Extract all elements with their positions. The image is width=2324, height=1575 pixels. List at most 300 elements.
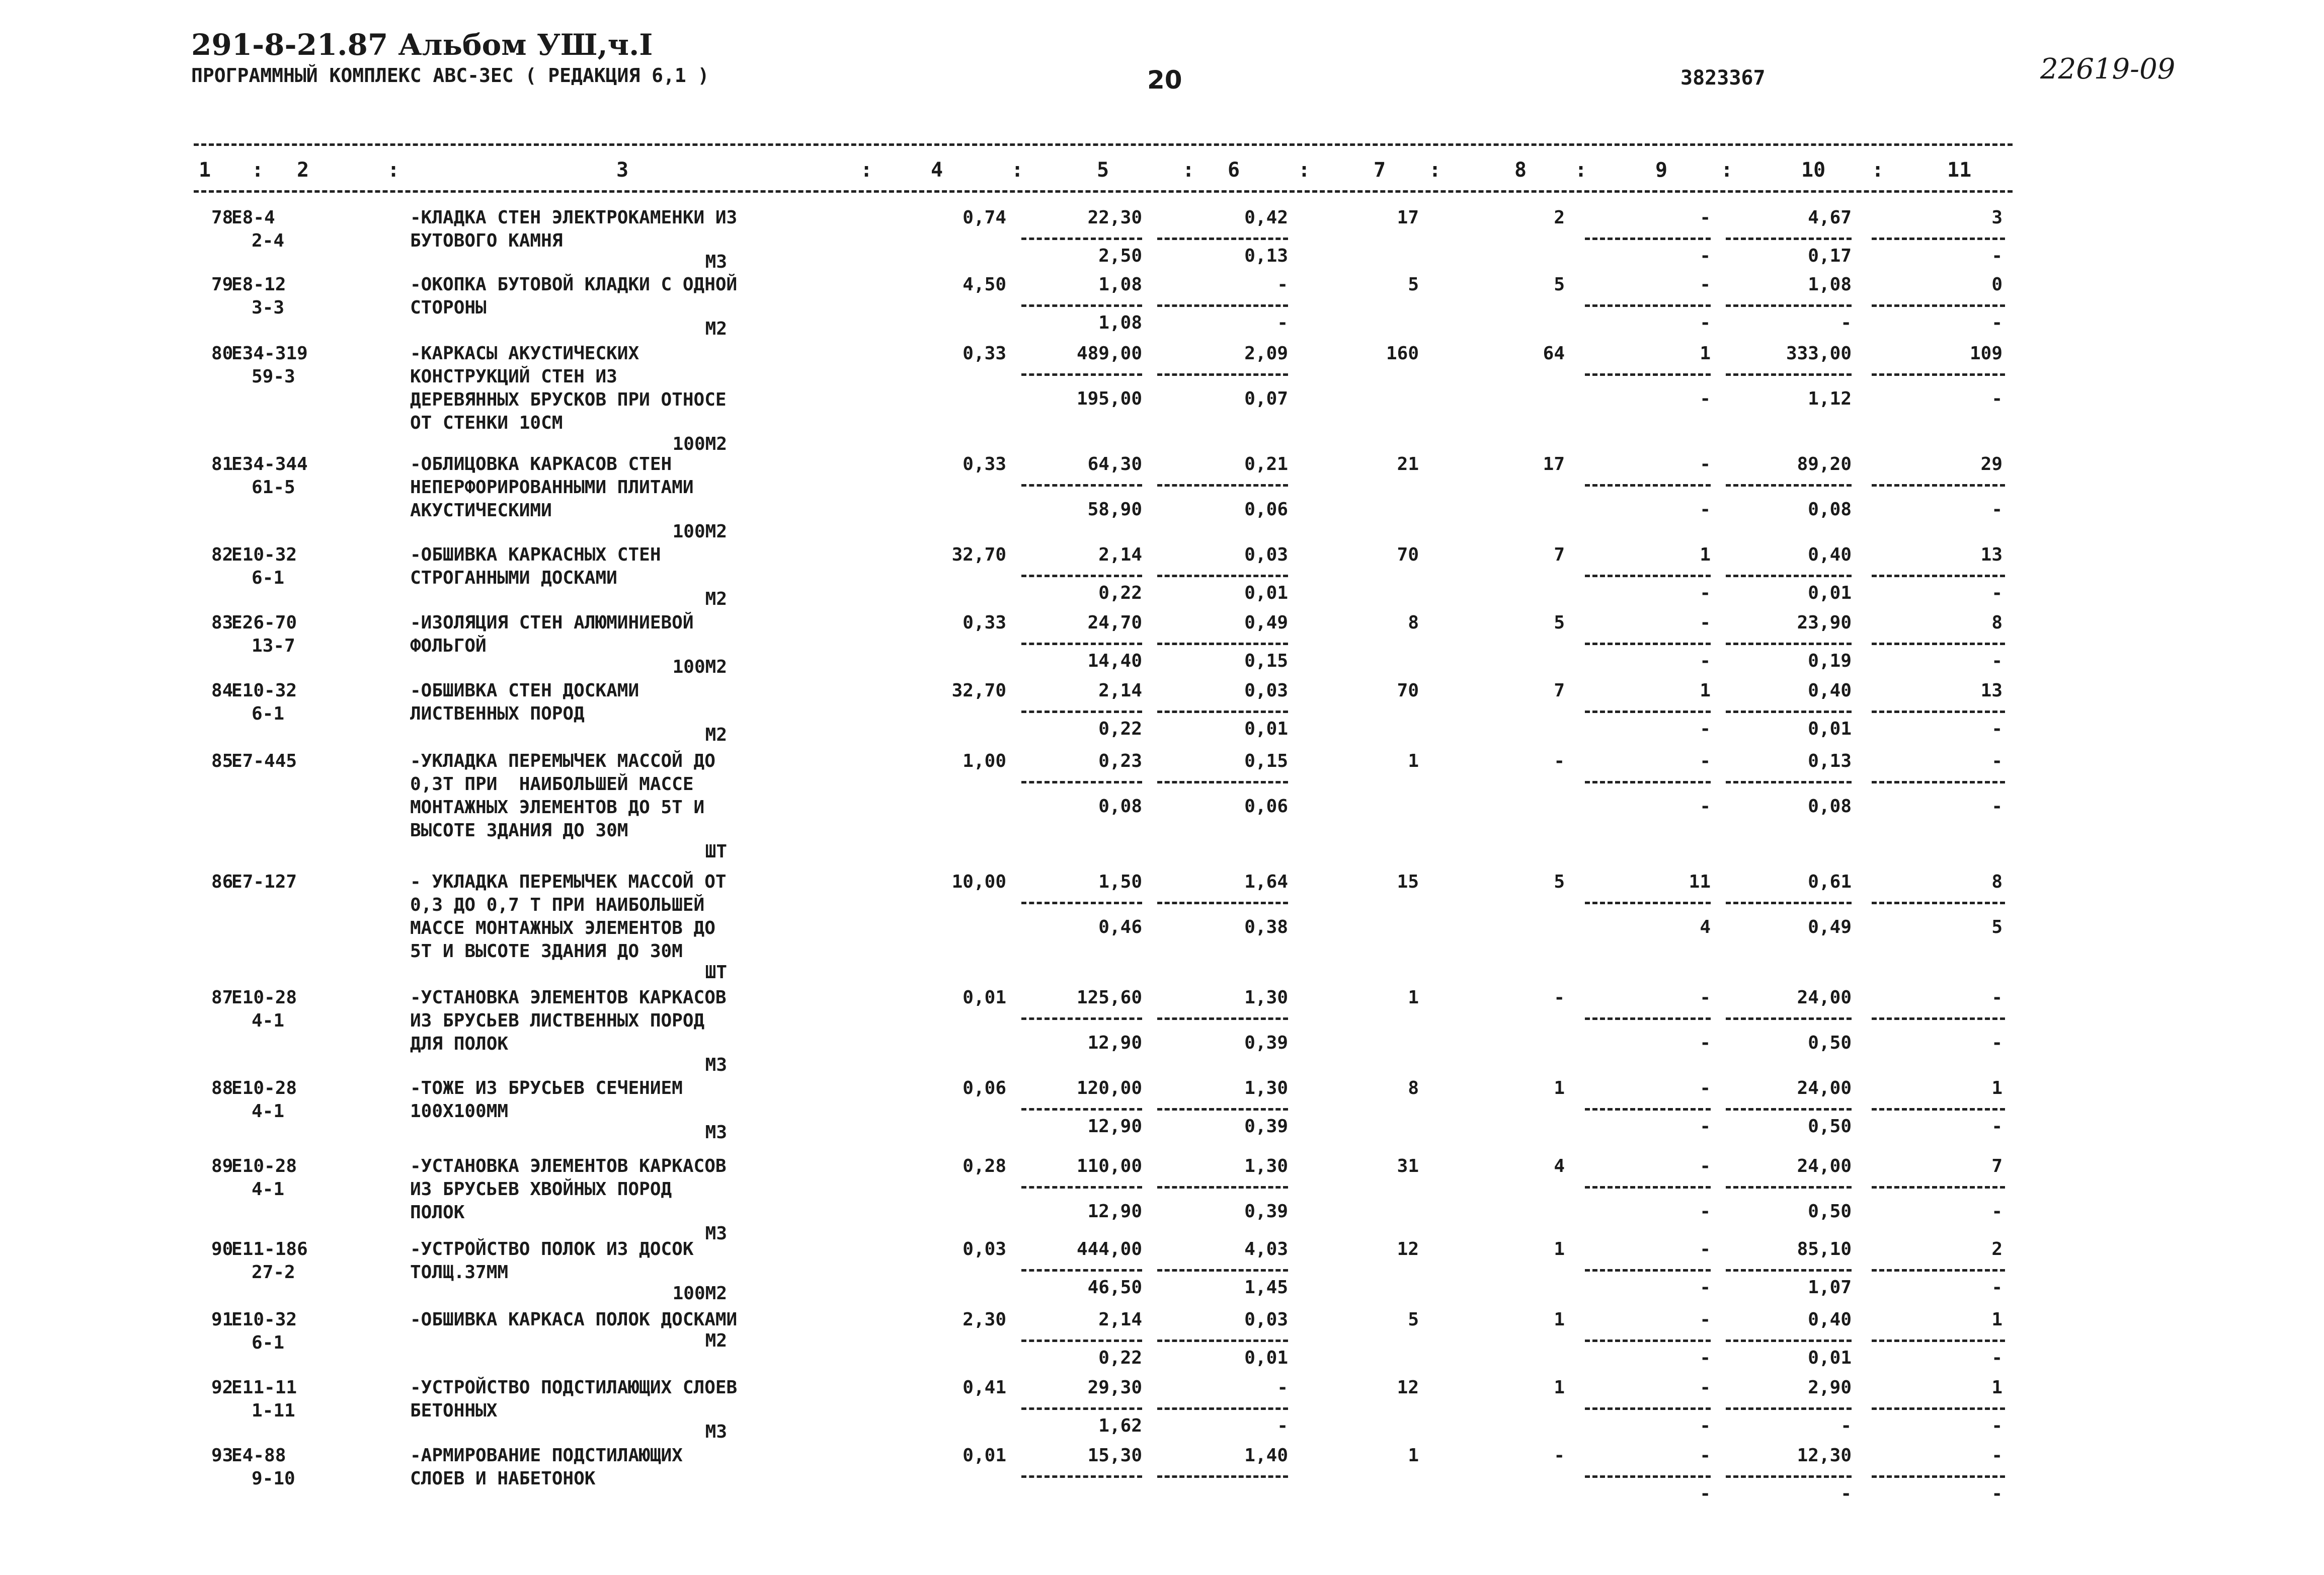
value-c5: 0,23 — [1098, 751, 1142, 771]
subvalue-s11: 5 — [1991, 917, 2002, 937]
value-c5: 444,00 — [1076, 1239, 1142, 1259]
row-number: 80 — [211, 343, 233, 364]
column-header-4: 4 — [931, 159, 943, 182]
subtotal-separator — [1872, 711, 2005, 713]
subvalue-s10: 0,01 — [1808, 719, 1852, 739]
subtotal-separator — [1157, 711, 1288, 713]
subvalue-s10: 0,50 — [1808, 1201, 1852, 1222]
subvalue-s9: - — [1700, 1033, 1711, 1053]
value-c11: 13 — [1980, 680, 2002, 701]
subtotal-separator — [1726, 902, 1852, 904]
subvalue-s10: 0,19 — [1808, 651, 1852, 671]
value-c8: 4 — [1554, 1156, 1565, 1176]
value-c4: 2,30 — [963, 1309, 1006, 1330]
column-header-2: 2 — [297, 159, 309, 182]
value-c11: 13 — [1980, 544, 2002, 565]
value-c8: - — [1554, 987, 1565, 1008]
subvalue-s11: - — [1991, 583, 2002, 603]
value-c6: 1,30 — [1244, 1078, 1288, 1098]
column-separator: : — [387, 159, 400, 182]
subvalue-s6: - — [1277, 312, 1288, 333]
value-c10: 24,00 — [1797, 1156, 1852, 1176]
column-header-11: 11 — [1947, 159, 1972, 182]
subtotal-separator — [1021, 484, 1142, 487]
subtotal-separator — [1872, 902, 2005, 904]
subtotal-separator — [1872, 484, 2005, 487]
value-c4: 0,33 — [963, 612, 1006, 633]
row-number: 93 — [211, 1445, 233, 1466]
subvalue-s10: 0,17 — [1808, 246, 1852, 266]
subvalue-s11: - — [1991, 1483, 2002, 1504]
subtotal-separator — [1872, 238, 2005, 240]
value-c5: 22,30 — [1087, 207, 1142, 228]
unit-of-measure: М3 — [705, 1122, 727, 1143]
norm-code: Е4-88 — [231, 1445, 286, 1466]
subvalue-s5: 0,08 — [1098, 796, 1142, 817]
value-c6: 1,30 — [1244, 1156, 1288, 1176]
subvalue-s5: 2,50 — [1098, 246, 1142, 266]
value-c9: - — [1700, 612, 1711, 633]
subtotal-separator — [1872, 575, 2005, 577]
norm-code: Е7-127 — [231, 872, 297, 892]
value-c5: 1,08 — [1098, 274, 1142, 295]
subtotal-separator — [1726, 1186, 1852, 1189]
subtotal-separator — [1726, 1108, 1852, 1111]
norm-code: Е10-32 — [231, 680, 297, 701]
subtotal-separator — [1021, 1017, 1142, 1020]
value-c6: - — [1277, 1377, 1288, 1398]
subtotal-separator — [1157, 373, 1288, 376]
row-number: 85 — [211, 751, 233, 771]
value-c11: 109 — [1969, 343, 2002, 364]
subtotal-separator — [1157, 1186, 1288, 1189]
subvalue-s9: - — [1700, 312, 1711, 333]
value-c8: 64 — [1543, 343, 1565, 364]
value-c8: 7 — [1554, 680, 1565, 701]
work-description: -КАРКАСЫ АКУСТИЧЕСКИХ КОНСТРУКЦИЙ СТЕН ИЗ ДЕРЕВЯННЫХ БРУСКОВ ПРИ ОТНОСЕ ОТ СТЕНКИ 10СМ — [410, 343, 727, 433]
column-separator: : — [1575, 159, 1587, 182]
value-c5: 29,30 — [1087, 1377, 1142, 1398]
row-number: 81 — [211, 454, 233, 475]
unit-of-measure: М3 — [705, 1055, 727, 1075]
norm-code: Е34-319 — [231, 343, 308, 364]
value-c9: - — [1700, 454, 1711, 475]
subvalue-s10: 0,08 — [1808, 499, 1852, 520]
subvalue-s5: 12,90 — [1087, 1201, 1142, 1222]
norm-subcode: 1-11 — [252, 1400, 295, 1421]
row-number: 78 — [211, 207, 233, 228]
subvalue-s5: 0,22 — [1098, 1348, 1142, 1368]
subtotal-separator — [1585, 1340, 1711, 1342]
column-separator: : — [860, 159, 873, 182]
subtotal-separator — [1726, 484, 1852, 487]
subvalue-s6: 0,07 — [1244, 388, 1288, 409]
value-c11: 29 — [1980, 454, 2002, 475]
value-c10: 333,00 — [1786, 343, 1852, 364]
subvalue-s10: 0,49 — [1808, 917, 1852, 937]
value-c7: 1 — [1408, 987, 1419, 1008]
norm-subcode: 4-1 — [252, 1101, 285, 1122]
value-c6: 1,64 — [1244, 872, 1288, 892]
subtotal-separator — [1872, 1186, 2005, 1189]
value-c4: 0,28 — [963, 1156, 1006, 1176]
subvalue-s5: 1,62 — [1098, 1415, 1142, 1436]
subvalue-s6: 0,38 — [1244, 917, 1288, 937]
value-c4: 0,03 — [963, 1239, 1006, 1259]
subtotal-separator — [1872, 1269, 2005, 1272]
value-c9: 1 — [1700, 680, 1711, 701]
unit-of-measure: ШТ — [705, 962, 727, 983]
column-header-8: 8 — [1514, 159, 1527, 182]
column-separator: : — [1011, 159, 1024, 182]
subvalue-s11: - — [1991, 1201, 2002, 1222]
norm-code: Е10-28 — [231, 1156, 297, 1176]
value-c11: - — [1991, 751, 2002, 771]
value-c5: 24,70 — [1087, 612, 1142, 633]
value-c8: 1 — [1554, 1309, 1565, 1330]
subtotal-separator — [1157, 238, 1288, 240]
norm-code: Е34-344 — [231, 454, 308, 475]
subvalue-s5: 195,00 — [1076, 388, 1142, 409]
unit-of-measure: М2 — [705, 1330, 727, 1351]
unit-of-measure: М3 — [705, 1223, 727, 1244]
value-c7: 70 — [1397, 680, 1419, 701]
value-c6: 0,49 — [1244, 612, 1288, 633]
subtotal-separator — [1585, 902, 1711, 904]
value-c4: 0,06 — [963, 1078, 1006, 1098]
norm-subcode: 6-1 — [252, 703, 285, 724]
value-c6: - — [1277, 274, 1288, 295]
norm-subcode: 4-1 — [252, 1179, 285, 1200]
unit-of-measure: М3 — [705, 1422, 727, 1442]
subtotal-separator — [1585, 781, 1711, 783]
value-c7: 70 — [1397, 544, 1419, 565]
value-c6: 4,03 — [1244, 1239, 1288, 1259]
subtotal-separator — [1726, 781, 1852, 783]
value-c9: - — [1700, 987, 1711, 1008]
subtotal-separator — [1585, 1269, 1711, 1272]
value-c8: 17 — [1543, 454, 1565, 475]
norm-subcode: 13-7 — [252, 636, 295, 656]
subtotal-separator — [1872, 304, 2005, 307]
subtotal-separator — [1726, 643, 1852, 645]
work-description: -УСТРОЙСТВО ПОДСТИЛАЮЩИХ СЛОЕВ БЕТОННЫХ — [410, 1377, 738, 1421]
norm-code: Е10-32 — [231, 544, 297, 565]
subtotal-separator — [1726, 1017, 1852, 1020]
subvalue-s9: - — [1700, 388, 1711, 409]
work-description: - УКЛАДКА ПЕРЕМЫЧЕК МАССОЙ ОТ 0,3 ДО 0,7 Т ПРИ НАИБОЛЬШЕЙ МАССЕ МОНТАЖНЫХ ЭЛЕМЕНТОВ ДО 5Т И ВЫСОТЕ ЗДАНИЯ ДО 30М — [410, 872, 727, 962]
column-separator: : — [252, 159, 264, 182]
subtotal-separator — [1021, 781, 1142, 783]
subvalue-s10: 1,12 — [1808, 388, 1852, 409]
subtotal-separator — [1157, 781, 1288, 783]
unit-of-measure: 100М2 — [672, 521, 727, 542]
subvalue-s5: 58,90 — [1087, 499, 1142, 520]
work-description: -УСТРОЙСТВО ПОЛОК ИЗ ДОСОК ТОЛЩ.37ММ — [410, 1239, 694, 1283]
subvalue-s10: 0,01 — [1808, 1348, 1852, 1368]
subtotal-separator — [1585, 1017, 1711, 1020]
value-c7: 31 — [1397, 1156, 1419, 1176]
norm-code: Е11-186 — [231, 1239, 308, 1259]
value-c4: 0,01 — [963, 1445, 1006, 1466]
work-description: -УСТАНОВКА ЭЛЕМЕНТОВ КАРКАСОВ ИЗ БРУСЬЕВ ХВОЙНЫХ ПОРОД ПОЛОК — [410, 1156, 727, 1223]
norm-code: Е7-445 — [231, 751, 297, 771]
unit-of-measure: 100М2 — [672, 657, 727, 677]
unit-of-measure: М2 — [705, 725, 727, 745]
column-header-6: 6 — [1228, 159, 1240, 182]
value-c4: 1,00 — [963, 751, 1006, 771]
subtotal-separator — [1872, 1407, 2005, 1410]
row-number: 84 — [211, 680, 233, 701]
value-c11: 3 — [1991, 207, 2002, 228]
subvalue-s10: - — [1840, 312, 1852, 333]
value-c5: 125,60 — [1076, 987, 1142, 1008]
subtotal-separator — [1726, 1269, 1852, 1272]
work-description: -УКЛАДКА ПЕРЕМЫЧЕК МАССОЙ ДО 0,3Т ПРИ НАИБОЛЬШЕЙ МАССЕ МОНТАЖНЫХ ЭЛЕМЕНТОВ ДО 5Т И ВЫСОТЕ ЗДАНИЯ ДО 30М — [410, 751, 715, 841]
value-c11: 8 — [1991, 872, 2002, 892]
subtotal-separator — [1157, 304, 1288, 307]
value-c11: - — [1991, 1445, 2002, 1466]
column-header-5: 5 — [1097, 159, 1109, 182]
subtotal-separator — [1021, 1186, 1142, 1189]
subtotal-separator — [1021, 902, 1142, 904]
subtotal-separator — [1021, 304, 1142, 307]
subtotal-separator — [1585, 238, 1711, 240]
value-c8: 5 — [1554, 612, 1565, 633]
value-c7: 12 — [1397, 1239, 1419, 1259]
subvalue-s6: 0,01 — [1244, 583, 1288, 603]
norm-subcode: 9-10 — [252, 1468, 295, 1489]
subvalue-s9: - — [1700, 1116, 1711, 1137]
value-c6: 1,30 — [1244, 987, 1288, 1008]
value-c10: 12,30 — [1797, 1445, 1852, 1466]
value-c4: 0,74 — [963, 207, 1006, 228]
subtotal-separator — [1021, 1475, 1142, 1478]
value-c4: 32,70 — [951, 544, 1006, 565]
norm-subcode: 6-1 — [252, 1332, 285, 1353]
value-c4: 10,00 — [951, 872, 1006, 892]
work-description: -ОБШИВКА КАРКАСА ПОЛОК ДОСКАМИ — [410, 1309, 738, 1330]
value-c9: 1 — [1700, 544, 1711, 565]
subvalue-s5: 0,22 — [1098, 583, 1142, 603]
norm-code: Е8-4 — [231, 207, 275, 228]
subvalue-s6: 0,01 — [1244, 1348, 1288, 1368]
subvalue-s9: 4 — [1700, 917, 1711, 937]
subtotal-separator — [1585, 711, 1711, 713]
value-c4: 0,33 — [963, 343, 1006, 364]
subtotal-separator — [1872, 1475, 2005, 1478]
table-header-rule — [194, 190, 2013, 193]
value-c9: - — [1700, 1078, 1711, 1098]
subvalue-s9: - — [1700, 719, 1711, 739]
value-c4: 32,70 — [951, 680, 1006, 701]
column-separator: : — [1872, 159, 1884, 182]
column-separator: : — [1182, 159, 1195, 182]
subtotal-separator — [1157, 575, 1288, 577]
subvalue-s6: 0,06 — [1244, 499, 1288, 520]
work-description: -ИЗОЛЯЦИЯ СТЕН АЛЮМИНИЕВОЙ ФОЛЬГОЙ — [410, 612, 694, 656]
row-number: 89 — [211, 1156, 233, 1176]
subvalue-s11: - — [1991, 1033, 2002, 1053]
subtotal-separator — [1021, 1340, 1142, 1342]
work-description: -КЛАДКА СТЕН ЭЛЕКТРОКАМЕНКИ ИЗ БУТОВОГО КАМНЯ — [410, 207, 738, 251]
subtotal-separator — [1021, 238, 1142, 240]
value-c7: 8 — [1408, 612, 1419, 633]
value-c9: - — [1700, 207, 1711, 228]
subtotal-separator — [1585, 1407, 1711, 1410]
value-c10: 0,40 — [1808, 680, 1852, 701]
value-c5: 120,00 — [1076, 1078, 1142, 1098]
subtotal-separator — [1726, 373, 1852, 376]
value-c11: - — [1991, 987, 2002, 1008]
row-number: 79 — [211, 274, 233, 295]
column-header-7: 7 — [1374, 159, 1386, 182]
subvalue-s6: 0,39 — [1244, 1201, 1288, 1222]
row-number: 88 — [211, 1078, 233, 1098]
subvalue-s9: - — [1700, 651, 1711, 671]
value-c11: 7 — [1991, 1156, 2002, 1176]
subvalue-s10: - — [1840, 1483, 1852, 1504]
value-c8: 1 — [1554, 1239, 1565, 1259]
subtotal-separator — [1157, 1475, 1288, 1478]
subvalue-s6: 0,06 — [1244, 796, 1288, 817]
value-c8: 5 — [1554, 872, 1565, 892]
subvalue-s6: 0,39 — [1244, 1033, 1288, 1053]
norm-code: Е10-32 — [231, 1309, 297, 1330]
norm-code: Е10-28 — [231, 987, 297, 1008]
norm-code: Е11-11 — [231, 1377, 297, 1398]
subvalue-s6: 0,01 — [1244, 719, 1288, 739]
norm-subcode: 3-3 — [252, 297, 285, 318]
table-top-rule — [194, 143, 2013, 146]
subtotal-separator — [1157, 902, 1288, 904]
value-c9: - — [1700, 1445, 1711, 1466]
norm-code: Е8-12 — [231, 274, 286, 295]
value-c8: 1 — [1554, 1377, 1565, 1398]
value-c11: 0 — [1991, 274, 2002, 295]
column-separator: : — [1429, 159, 1441, 182]
subtotal-separator — [1585, 1108, 1711, 1111]
value-c4: 0,41 — [963, 1377, 1006, 1398]
subtotal-separator — [1726, 238, 1852, 240]
subvalue-s9: - — [1700, 796, 1711, 817]
value-c5: 110,00 — [1076, 1156, 1142, 1176]
value-c10: 89,20 — [1797, 454, 1852, 475]
value-c10: 4,67 — [1808, 207, 1852, 228]
subtotal-separator — [1726, 304, 1852, 307]
subtotal-separator — [1726, 1407, 1852, 1410]
subvalue-s11: - — [1991, 1116, 2002, 1137]
subtotal-separator — [1872, 1108, 2005, 1111]
subvalue-s11: - — [1991, 796, 2002, 817]
value-c6: 0,03 — [1244, 544, 1288, 565]
value-c7: 160 — [1386, 343, 1419, 364]
column-header-1: 1 — [199, 159, 211, 182]
subvalue-s5: 46,50 — [1087, 1277, 1142, 1298]
subvalue-s9: - — [1700, 583, 1711, 603]
value-c7: 8 — [1408, 1078, 1419, 1098]
value-c7: 1 — [1408, 1445, 1419, 1466]
value-c9: - — [1700, 1239, 1711, 1259]
unit-of-measure: 100М2 — [672, 434, 727, 454]
value-c11: 1 — [1991, 1078, 2002, 1098]
subtotal-separator — [1021, 1108, 1142, 1111]
value-c6: 0,42 — [1244, 207, 1288, 228]
unit-of-measure: ШТ — [705, 841, 727, 862]
row-number: 82 — [211, 544, 233, 565]
subvalue-s11: - — [1991, 1277, 2002, 1298]
subvalue-s10: 0,01 — [1808, 583, 1852, 603]
subtotal-separator — [1021, 373, 1142, 376]
value-c4: 0,33 — [963, 454, 1006, 475]
value-c11: 2 — [1991, 1239, 2002, 1259]
value-c6: 0,03 — [1244, 1309, 1288, 1330]
subtotal-separator — [1157, 1017, 1288, 1020]
subvalue-s9: - — [1700, 1277, 1711, 1298]
unit-of-measure: 100М2 — [672, 1283, 727, 1304]
row-number: 92 — [211, 1377, 233, 1398]
value-c6: 0,03 — [1244, 680, 1288, 701]
subtotal-separator — [1585, 1475, 1711, 1478]
subtotal-separator — [1726, 575, 1852, 577]
column-header-10: 10 — [1801, 159, 1826, 182]
row-number: 86 — [211, 872, 233, 892]
subtotal-separator — [1585, 1186, 1711, 1189]
work-description: -АРМИРОВАНИЕ ПОДСТИЛАЮЩИХ СЛОЕВ И НАБЕТОНОК — [410, 1445, 683, 1489]
subvalue-s11: - — [1991, 719, 2002, 739]
subvalue-s10: 0,50 — [1808, 1116, 1852, 1137]
value-c10: 85,10 — [1797, 1239, 1852, 1259]
subvalue-s11: - — [1991, 499, 2002, 520]
value-c5: 489,00 — [1076, 343, 1142, 364]
subvalue-s9: - — [1700, 499, 1711, 520]
value-c8: 7 — [1554, 544, 1565, 565]
value-c8: - — [1554, 1445, 1565, 1466]
subvalue-s5: 14,40 — [1087, 651, 1142, 671]
subtotal-separator — [1872, 781, 2005, 783]
subvalue-s11: - — [1991, 651, 2002, 671]
value-c10: 0,13 — [1808, 751, 1852, 771]
norm-subcode: 61-5 — [252, 477, 295, 498]
value-c10: 24,00 — [1797, 1078, 1852, 1098]
subvalue-s6: 0,15 — [1244, 651, 1288, 671]
work-description: -ОКОПКА БУТОВОЙ КЛАДКИ С ОДНОЙ СТОРОНЫ — [410, 274, 738, 318]
document-code: 3823367 — [1680, 66, 1766, 90]
norm-subcode: 27-2 — [252, 1262, 295, 1283]
sheet-id: 22619-09 — [2040, 53, 2176, 86]
subtotal-separator — [1585, 575, 1711, 577]
subtotal-separator — [1726, 1340, 1852, 1342]
subtotal-separator — [1872, 1340, 2005, 1342]
subvalue-s10: 0,50 — [1808, 1033, 1852, 1053]
subvalue-s9: - — [1700, 1201, 1711, 1222]
value-c11: 8 — [1991, 612, 2002, 633]
subtotal-separator — [1585, 373, 1711, 376]
value-c9: 1 — [1700, 343, 1711, 364]
subvalue-s6: 1,45 — [1244, 1277, 1288, 1298]
value-c5: 2,14 — [1098, 544, 1142, 565]
subtotal-separator — [1157, 1340, 1288, 1342]
subtotal-separator — [1157, 484, 1288, 487]
value-c9: - — [1700, 274, 1711, 295]
column-header-9: 9 — [1655, 159, 1668, 182]
value-c7: 1 — [1408, 751, 1419, 771]
value-c7: 5 — [1408, 274, 1419, 295]
value-c5: 2,14 — [1098, 1309, 1142, 1330]
work-description: -ОБЛИЦОВКА КАРКАСОВ СТЕН НЕПЕРФОРИРОВАННЫМИ ПЛИТАМИ АКУСТИЧЕСКИМИ — [410, 454, 694, 521]
subvalue-s5: 0,22 — [1098, 719, 1142, 739]
value-c8: 1 — [1554, 1078, 1565, 1098]
